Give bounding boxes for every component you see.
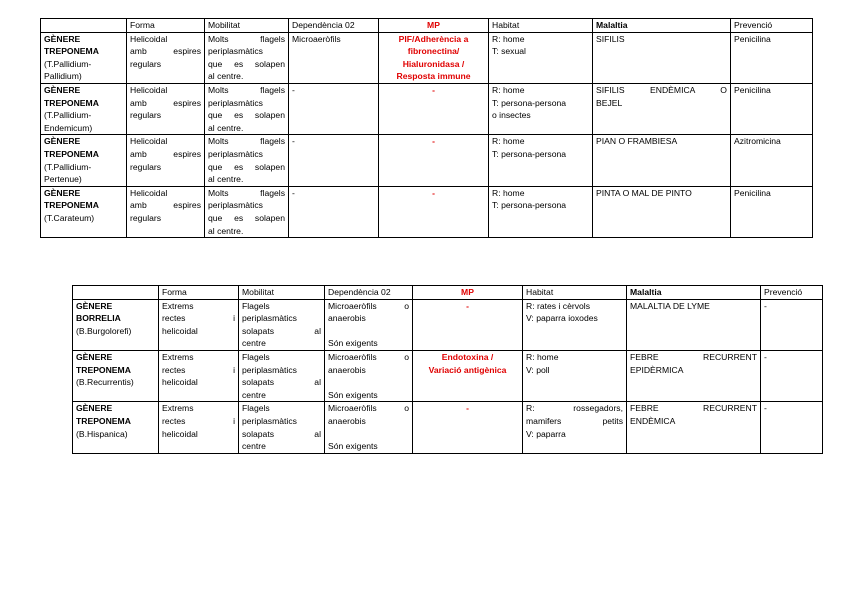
cell-line: -: [432, 136, 435, 147]
cell-line: Extrems: [162, 300, 194, 311]
mobilitat-cell: [205, 186, 289, 237]
column-header: [73, 286, 159, 300]
cell-line: R: home: [492, 84, 525, 95]
cell-line: regulars: [130, 161, 162, 172]
dependencia-cell: [289, 32, 379, 83]
cell-line: SIFILIS: [596, 33, 625, 44]
cell-line: BEJEL: [596, 97, 623, 108]
dependencia-cell: [289, 135, 379, 186]
prevencio-cell: -: [761, 350, 823, 401]
mp-cell: [379, 32, 489, 83]
column-header: MP: [379, 19, 489, 33]
cell-line: periplasmàtics: [242, 415, 297, 426]
genus-cell: [41, 186, 127, 237]
prevencio-cell: Penicilina: [731, 32, 813, 83]
cell-line: Helicoidal: [130, 84, 168, 95]
cell-line: (T.Pallidium-: [44, 58, 92, 69]
cell-line: PIF/Adherència a: [398, 33, 469, 44]
cell-line: R: home: [492, 33, 525, 44]
cell-line: TREPONEMA: [44, 97, 99, 108]
cell-line: anaerobis: [328, 364, 366, 375]
cell-line: Molts flagels: [208, 136, 285, 147]
cell-line: -: [432, 187, 435, 198]
prevencio-cell: -: [761, 299, 823, 350]
table-row: [41, 83, 813, 134]
cell-line: GÈNERE: [44, 187, 81, 198]
cell-line: (T.Pallidium-: [44, 161, 92, 172]
cell-line: fibronectina/: [407, 46, 460, 57]
cell-line: -: [466, 403, 469, 414]
cell-line: amb espires: [130, 148, 201, 159]
cell-line: helicoidal: [162, 325, 198, 336]
cell-line: Són exigents: [328, 441, 378, 452]
cell-line: GÈNERE: [44, 84, 81, 95]
cell-line: GÈNERE: [44, 136, 81, 147]
cell-line: T: persona-persona: [492, 148, 567, 159]
cell-line: que es solapen: [208, 110, 285, 121]
forma-cell: [159, 402, 239, 453]
cell-line: GÈNERE: [76, 300, 113, 311]
genus-cell: [41, 135, 127, 186]
cell-line: periplasmàtics: [208, 46, 263, 57]
cell-line: -: [292, 187, 295, 198]
mp-cell: [413, 299, 523, 350]
cell-line: (B.Hispanica): [76, 428, 128, 439]
genus-cell: [73, 402, 159, 453]
cell-line: Microaeròfils o: [328, 403, 409, 414]
cell-line: Flagels: [242, 300, 270, 311]
cell-line: Helicoidal: [130, 136, 168, 147]
table-row: [73, 299, 823, 350]
cell-line: periplasmàtics: [208, 200, 263, 211]
cell-line: SIFILIS ENDÈMICA O: [596, 84, 727, 95]
column-header: Prevenció: [731, 19, 813, 33]
habitat-cell: [523, 299, 627, 350]
cell-line: ENDÈMICA: [630, 415, 676, 426]
habitat-cell: [523, 350, 627, 401]
cell-line: helicoidal: [162, 428, 198, 439]
cell-line: T: sexual: [492, 46, 526, 57]
forma-cell: [127, 186, 205, 237]
cell-line: R: home: [492, 187, 525, 198]
cell-line: -: [432, 84, 435, 95]
cell-line: amb espires: [130, 46, 201, 57]
column-header: Prevenció: [761, 286, 823, 300]
column-header: Dependència 02: [325, 286, 413, 300]
cell-line: Molts flagels: [208, 187, 285, 198]
cell-line: helicoidal: [162, 377, 198, 388]
cell-line: Helicoidal: [130, 33, 168, 44]
prevencio-cell: -: [761, 402, 823, 453]
cell-line: solapats al: [242, 377, 321, 388]
cell-line: Resposta immune: [396, 71, 471, 82]
column-header: Forma: [159, 286, 239, 300]
malaltia-cell: [593, 83, 731, 134]
cell-line: regulars: [130, 212, 162, 223]
mp-cell: [413, 350, 523, 401]
table-row: [41, 32, 813, 83]
cell-line: V: paparra ioxodes: [526, 313, 598, 324]
table-row: [73, 350, 823, 401]
prevencio-cell: Penicilina: [731, 186, 813, 237]
cell-line: TREPONEMA: [44, 148, 99, 159]
habitat-cell: [489, 83, 593, 134]
cell-line: EPIDÈRMICA: [630, 364, 684, 375]
mp-cell: [379, 186, 489, 237]
habitat-cell: [523, 402, 627, 453]
cell-line: solapats al: [242, 428, 321, 439]
genus-cell: [41, 83, 127, 134]
mobilitat-cell: [239, 299, 325, 350]
table-row: [41, 186, 813, 237]
cell-line: GÈNERE: [44, 33, 81, 44]
cell-line: periplasmàtics: [208, 97, 263, 108]
genus-cell: [41, 32, 127, 83]
cell-line: periplasmàtics: [242, 364, 297, 375]
column-header: Forma: [127, 19, 205, 33]
cell-line: Pallidium): [44, 71, 82, 82]
cell-line: al centre.: [208, 122, 244, 133]
table-body: [41, 19, 813, 238]
cell-line: mamifers petits: [526, 415, 623, 426]
cell-line: Endemicum): [44, 122, 93, 133]
forma-cell: [159, 299, 239, 350]
cell-line: R: rates i cèrvols: [526, 300, 590, 311]
cell-line: GÈNERE: [76, 351, 113, 362]
header-row: [41, 19, 813, 33]
cell-line: Hialuronidasa /: [402, 58, 465, 69]
cell-line: Flagels: [242, 351, 270, 362]
cell-line: al centre.: [208, 71, 244, 82]
dependencia-cell: [325, 299, 413, 350]
cell-line: TREPONEMA: [76, 415, 131, 426]
cell-line: Molts flagels: [208, 33, 285, 44]
cell-line: R: home: [526, 351, 559, 362]
cell-line: -: [292, 136, 295, 147]
cell-line: regulars: [130, 110, 162, 121]
cell-line: T: persona-persona: [492, 200, 567, 211]
cell-line: Flagels: [242, 403, 270, 414]
cell-line: PINTA O MAL DE PINTO: [596, 187, 692, 198]
cell-line: periplasmàtics: [242, 313, 297, 324]
dependencia-cell: [289, 186, 379, 237]
cell-line: rectes i: [162, 313, 235, 324]
cell-line: Pertenue): [44, 174, 82, 185]
genus-cell: [73, 350, 159, 401]
cell-line: R: rossegadors,: [526, 403, 623, 414]
cell-line: regulars: [130, 58, 162, 69]
malaltia-cell: [593, 186, 731, 237]
cell-line: -: [292, 84, 295, 95]
cell-line: centre: [242, 441, 266, 452]
cell-line: Són exigents: [328, 389, 378, 400]
prevencio-cell: Penicilina: [731, 83, 813, 134]
cell-line: Extrems: [162, 351, 194, 362]
cell-line: Microaeròfils o: [328, 300, 409, 311]
cell-line: TREPONEMA: [76, 364, 131, 375]
cell-line: centre: [242, 389, 266, 400]
cell-line: TREPONEMA: [44, 200, 99, 211]
cell-line: (T.Carateum): [44, 212, 95, 223]
cell-line: rectes i: [162, 415, 235, 426]
malaltia-cell: [627, 350, 761, 401]
cell-line: Extrems: [162, 403, 194, 414]
cell-line: amb espires: [130, 200, 201, 211]
cell-line: -: [466, 300, 469, 311]
dependencia-cell: [325, 350, 413, 401]
malaltia-cell: [627, 299, 761, 350]
cell-line: que es solapen: [208, 161, 285, 172]
cell-line: anaerobis: [328, 415, 366, 426]
table-row: [41, 135, 813, 186]
cell-line: [328, 376, 409, 389]
mobilitat-cell: [205, 83, 289, 134]
dependencia-cell: [289, 83, 379, 134]
cell-line: Variació antigènica: [428, 364, 507, 375]
cell-line: V: paparra: [526, 428, 566, 439]
cell-line: GÈNERE: [76, 403, 113, 414]
borrelia-table: [72, 285, 823, 454]
column-header: [41, 19, 127, 33]
cell-line: Molts flagels: [208, 84, 285, 95]
column-header: Mobilitat: [205, 19, 289, 33]
column-header: MP: [413, 286, 523, 300]
mp-cell: [379, 135, 489, 186]
forma-cell: [127, 135, 205, 186]
table-body: [73, 286, 823, 454]
habitat-cell: [489, 135, 593, 186]
malaltia-cell: [593, 135, 731, 186]
cell-line: (B.Burgolorefi): [76, 325, 132, 336]
cell-line: periplasmàtics: [208, 148, 263, 159]
cell-line: FEBRE RECURRENT: [630, 403, 757, 414]
mobilitat-cell: [205, 32, 289, 83]
mobilitat-cell: [205, 135, 289, 186]
cell-line: V: poll: [526, 364, 550, 375]
cell-line: Helicoidal: [130, 187, 168, 198]
cell-line: [328, 428, 409, 441]
habitat-cell: [489, 32, 593, 83]
malaltia-cell: [593, 32, 731, 83]
cell-line: o insectes: [492, 110, 531, 121]
column-header: Malaltia: [627, 286, 761, 300]
forma-cell: [159, 350, 239, 401]
cell-line: amb espires: [130, 97, 201, 108]
treponema-table: [40, 18, 813, 238]
cell-line: PIAN O FRAMBIESA: [596, 136, 678, 147]
dependencia-cell: [325, 402, 413, 453]
column-header: Mobilitat: [239, 286, 325, 300]
forma-cell: [127, 83, 205, 134]
cell-line: Endotoxina /: [441, 351, 494, 362]
header-row: [73, 286, 823, 300]
cell-line: R: home: [492, 136, 525, 147]
cell-line: rectes i: [162, 364, 235, 375]
cell-line: Microaeròfils: [292, 33, 341, 44]
mobilitat-cell: [239, 402, 325, 453]
genus-cell: [73, 299, 159, 350]
cell-line: centre: [242, 338, 266, 349]
cell-line: que es solapen: [208, 58, 285, 69]
column-header: Habitat: [489, 19, 593, 33]
prevencio-cell: Azitromicina: [731, 135, 813, 186]
table-row: [73, 402, 823, 453]
cell-line: [328, 325, 409, 338]
cell-line: solapats al: [242, 325, 321, 336]
cell-line: al centre.: [208, 225, 244, 236]
cell-line: al centre.: [208, 174, 244, 185]
mp-cell: [379, 83, 489, 134]
column-header: Habitat: [523, 286, 627, 300]
cell-line: T: persona-persona: [492, 97, 567, 108]
cell-line: anaerobis: [328, 313, 366, 324]
cell-line: (B.Recurrentis): [76, 377, 134, 388]
cell-line: Són exigents: [328, 338, 378, 349]
cell-line: BORRELIA: [76, 313, 121, 324]
column-header: Malaltia: [593, 19, 731, 33]
cell-line: (T.Pallidium-: [44, 110, 92, 121]
cell-line: FEBRE RECURRENT: [630, 351, 757, 362]
cell-line: MALALTIA DE LYME: [630, 300, 710, 311]
mp-cell: [413, 402, 523, 453]
malaltia-cell: [627, 402, 761, 453]
forma-cell: [127, 32, 205, 83]
cell-line: que es solapen: [208, 212, 285, 223]
habitat-cell: [489, 186, 593, 237]
cell-line: Microaeròfils o: [328, 351, 409, 362]
column-header: Dependència 02: [289, 19, 379, 33]
cell-line: TREPONEMA: [44, 46, 99, 57]
mobilitat-cell: [239, 350, 325, 401]
